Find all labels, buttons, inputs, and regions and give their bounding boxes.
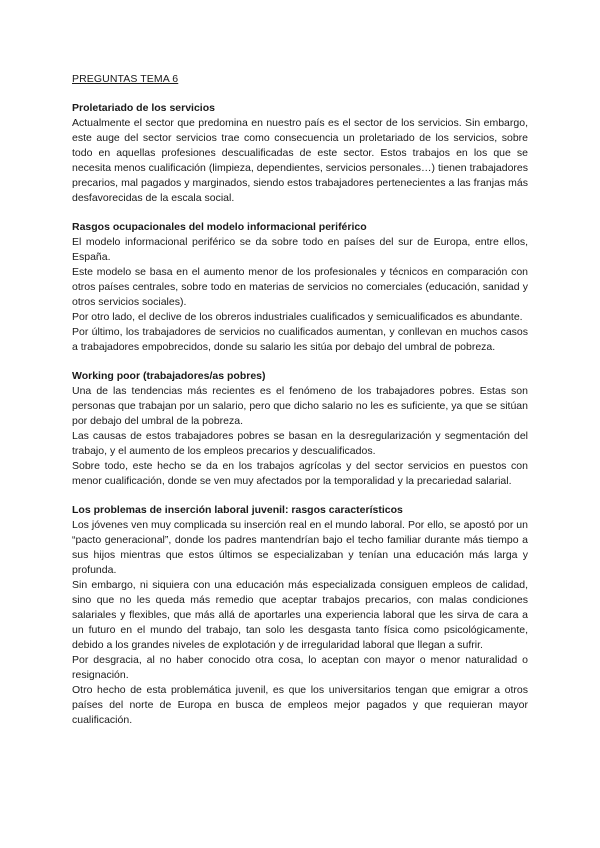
section-proletariado bbox=[72, 101, 528, 206]
paragraph: Sin embargo, ni siquiera con una educación más especializada consiguen empleos de calidad, sino que no les queda más remedio que aceptar trabajos precarios, con malas condiciones salariales y flexibles, que más allá de aportarles una experiencia laboral que les sirva de cara a un futuro en el mundo del trabajo, tan solo les desgasta tanto física como psicológicamente, debido a los grandes niveles de explotación y de irregularidad laboral que llegan a sufrir. bbox=[72, 579, 528, 651]
paragraph: Una de las tendencias más recientes es el fenómeno de los trabajadores pobres. Estas son personas que trabajan por un salario, pero que dicho salario no les es suficiente, ya que se sitúan por debajo del umbral de la pobreza. bbox=[72, 385, 528, 427]
section-heading: Proletariado de los servicios bbox=[72, 102, 215, 114]
section-working-poor bbox=[72, 369, 528, 489]
paragraph: Actualmente el sector que predomina en nuestro país es el sector de los servicios. Sin embargo, este auge del sector servicios trae como consecuencia un proletariado de los servicios, sobre todo en aquellas profesiones descualificadas de este sector. Estos trabajos en los que se necesita menos cualificación (limpieza, dependientes, servicios personales…) tienen trabajadores precarios, mal pagados y marginados, siendo estos trabajadores pertenecientes a las franjas más desfavorecidas de la escala social. bbox=[72, 117, 528, 204]
document-page bbox=[72, 72, 528, 742]
paragraph: Sobre todo, este hecho se da en los trabajos agrícolas y del sector servicios en puestos con menor cualificación, donde se ven muy afectados por la temporalidad y la precariedad salarial. bbox=[72, 460, 528, 487]
section-insercion-laboral bbox=[72, 503, 528, 728]
paragraph: Los jóvenes ven muy complicada su inserción real en el mundo laboral. Por ello, se apostó por un “pacto generacional”, donde los padres mantendrían bajo el techo familiar durante más tiempo a sus hijos mientras que estos últimos se especializaban y tenían una educación más larga y profunda. bbox=[72, 519, 528, 576]
paragraph: El modelo informacional periférico se da sobre todo en países del sur de Europa, entre ellos, España. bbox=[72, 236, 528, 263]
paragraph: Este modelo se basa en el aumento menor de los profesionales y técnicos en comparación con otros países centrales, sobre todo en materias de servicios no comerciales (educación, sanidad y otros servicios sociales). bbox=[72, 266, 528, 308]
document-title: PREGUNTAS TEMA 6 bbox=[72, 73, 179, 85]
paragraph: Otro hecho de esta problemática juvenil, es que los universitarios tengan que emigrar a otros países del norte de Europa en busca de empleos mejor pagados y que requieran mayor cualificación. bbox=[72, 684, 528, 726]
paragraph: Por último, los trabajadores de servicios no cualificados aumentan, y conllevan en muchos casos a trabajadores empobrecidos, donde su salario les sitúa por debajo del umbral de pobreza. bbox=[72, 326, 528, 353]
section-heading: Working poor (trabajadores/as pobres) bbox=[72, 370, 266, 382]
paragraph: Por otro lado, el declive de los obreros industriales cualificados y semicualificados es abundante. bbox=[72, 311, 523, 323]
section-rasgos-ocupacionales bbox=[72, 220, 528, 355]
section-heading: Rasgos ocupacionales del modelo informacional periférico bbox=[72, 221, 367, 233]
paragraph: Las causas de estos trabajadores pobres se basan en la desregularización y segmentación del trabajo, y el aumento de los empleos precarios y descualificados. bbox=[72, 430, 528, 457]
section-heading: Los problemas de inserción laboral juvenil: rasgos característicos bbox=[72, 504, 403, 516]
paragraph: Por desgracia, al no haber conocido otra cosa, lo aceptan con mayor o menor naturalidad o resignación. bbox=[72, 654, 528, 681]
